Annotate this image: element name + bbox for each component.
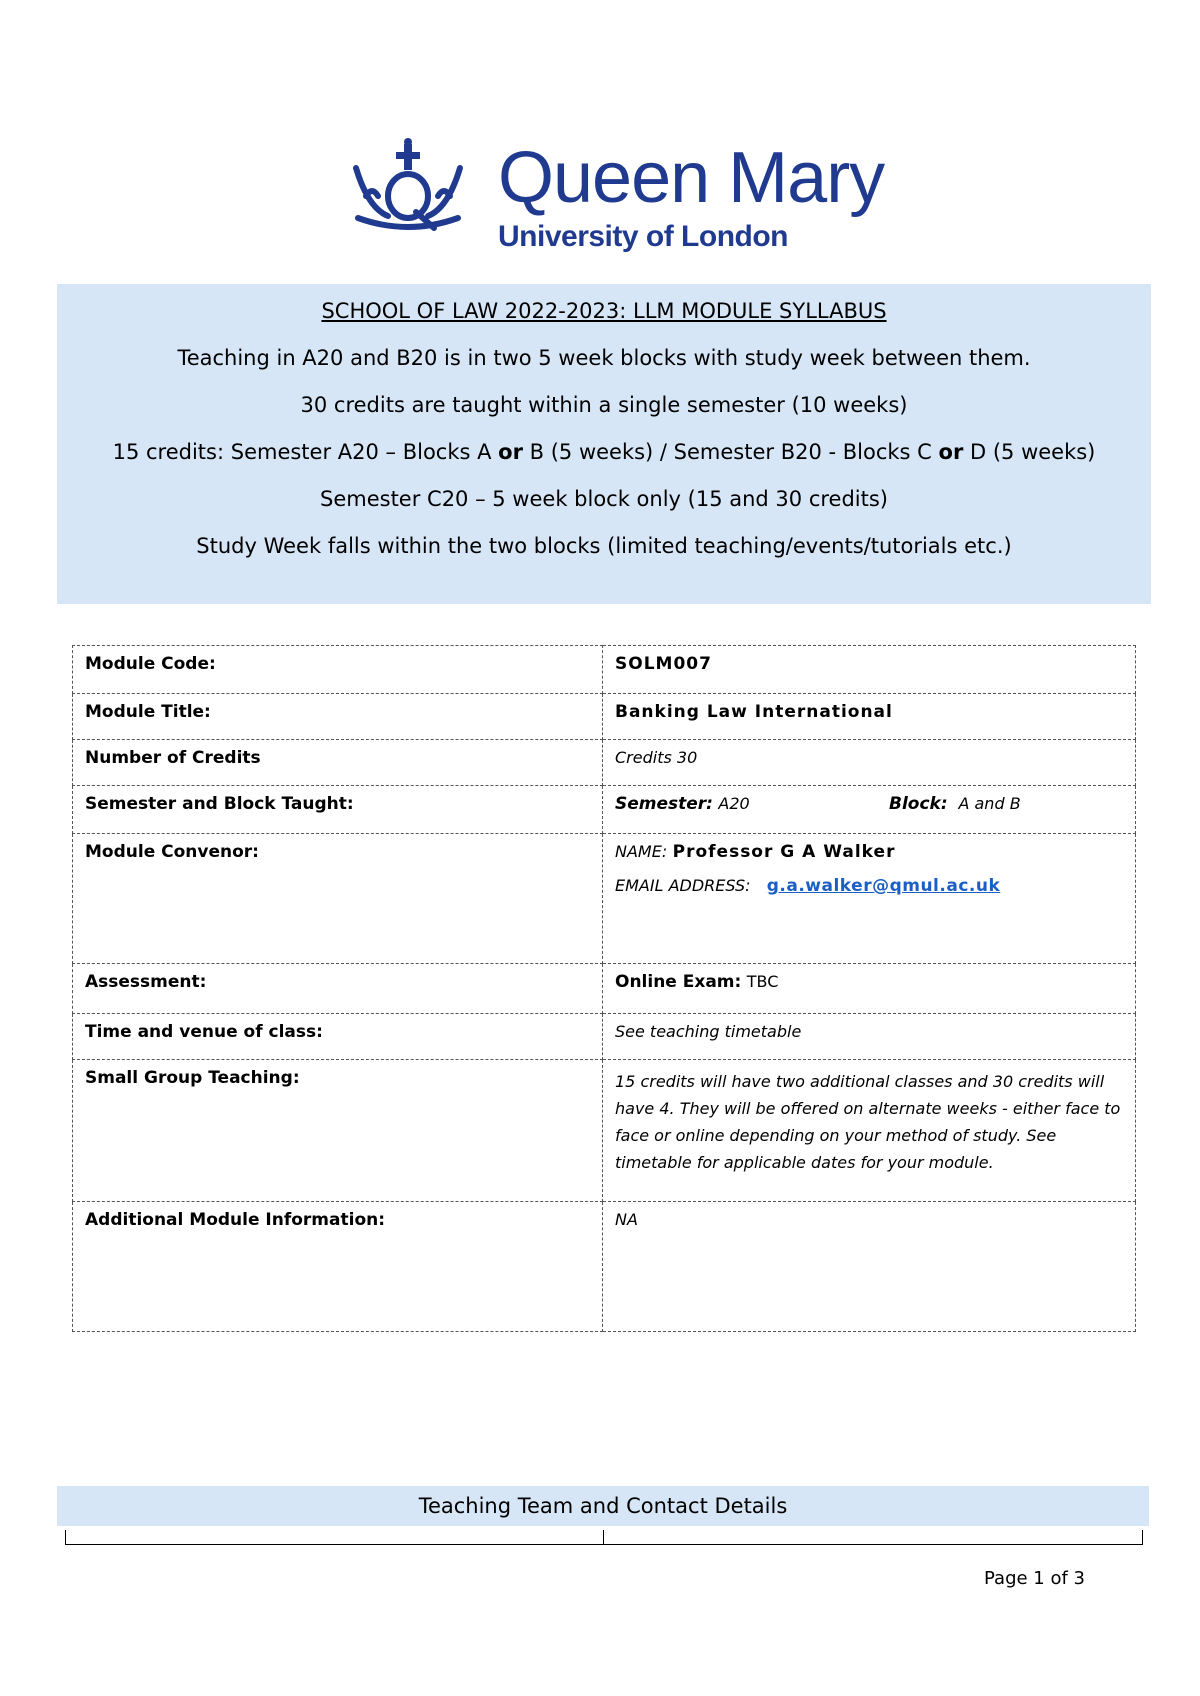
email-key: EMAIL ADDRESS: <box>615 876 751 895</box>
table-row <box>73 834 1136 964</box>
module-code-label: Module Code: <box>73 646 603 694</box>
banner-line-5: Study Week falls within the two blocks (limited teaching/events/tutorials etc.) <box>196 534 1012 558</box>
table-row <box>73 694 1136 740</box>
convenor-email-link[interactable]: g.a.walker@qmul.ac.uk <box>766 876 1001 896</box>
name-key: NAME: <box>615 842 668 861</box>
small-group-value <box>603 1060 1136 1202</box>
teaching-team-heading: Teaching Team and Contact Details <box>57 1486 1149 1526</box>
logo-name: Queen Mary <box>498 138 885 218</box>
assessment-text: TBC <box>746 972 779 991</box>
convenor-label: Module Convenor: <box>73 834 603 964</box>
semester-label: Semester and Block Taught: <box>73 786 603 834</box>
table-divider <box>603 1530 604 1544</box>
convenor-value <box>603 834 1136 964</box>
small-group-text: 15 credits will have two additional classes and 30 credits will have 4. They will be offered on alternate weeks - either face to face or online depending on your method of study. See timetable for applicable dates for your module. <box>615 1072 1121 1172</box>
banner-line-4: Semester C20 – 5 week block only (15 and 30 credits) <box>320 487 888 511</box>
banner-line-2: 30 credits are taught within a single semester (10 weeks) <box>300 393 908 417</box>
teaching-team-table <box>65 1530 1143 1545</box>
additional-info-value <box>603 1202 1136 1332</box>
small-group-label: Small Group Teaching: <box>73 1060 603 1202</box>
university-logo <box>338 122 885 262</box>
banner-or-2: or <box>938 440 964 464</box>
table-row <box>73 786 1136 834</box>
semester-key: Semester: <box>615 794 713 814</box>
banner-line-3 <box>57 429 1151 476</box>
banner-title: SCHOOL OF LAW 2022-2023: LLM MODULE SYLLABUS <box>321 299 887 323</box>
banner-line-3-b: B (5 weeks) / Semester B20 - Blocks C <box>522 440 939 464</box>
module-code-text: SOLM007 <box>615 654 712 674</box>
credits-text: Credits 30 <box>615 748 698 767</box>
block-text: A and B <box>958 794 1021 813</box>
time-venue-label: Time and venue of class: <box>73 1014 603 1060</box>
assessment-label: Assessment: <box>73 964 603 1014</box>
additional-info-label: Additional Module Information: <box>73 1202 603 1332</box>
page-number: Page 1 of 3 <box>984 1568 1085 1589</box>
credits-label: Number of Credits <box>73 740 603 786</box>
table-row <box>73 740 1136 786</box>
table-row <box>73 1202 1136 1332</box>
semester-value <box>603 786 1136 834</box>
banner-line-3-c: D (5 weeks) <box>963 440 1096 464</box>
assessment-key: Online Exam: <box>615 972 742 992</box>
module-info-table <box>72 645 1136 1332</box>
semester-text: A20 <box>718 794 750 813</box>
crown-crest-icon <box>338 138 478 238</box>
time-venue-text: See teaching timetable <box>615 1022 802 1041</box>
module-title-text: Banking Law International <box>615 702 893 722</box>
banner-or-1: or <box>498 440 523 464</box>
module-code-value <box>603 646 1136 694</box>
table-row <box>73 1014 1136 1060</box>
block-key: Block: <box>889 794 948 814</box>
table-row <box>73 646 1136 694</box>
module-title-label: Module Title: <box>73 694 603 740</box>
table-divider <box>1142 1530 1143 1544</box>
logo-subtitle: University of London <box>498 220 788 253</box>
syllabus-banner <box>57 284 1151 604</box>
additional-info-text: NA <box>615 1210 638 1229</box>
table-row <box>73 964 1136 1014</box>
module-title-value <box>603 694 1136 740</box>
table-row <box>73 1060 1136 1202</box>
convenor-name: Professor G A Walker <box>672 842 896 862</box>
banner-line-3-a: 15 credits: Semester A20 – Blocks A <box>112 440 499 464</box>
credits-value <box>603 740 1136 786</box>
time-venue-value <box>603 1014 1136 1060</box>
banner-line-1: Teaching in A20 and B20 is in two 5 week blocks with study week between them. <box>177 346 1031 370</box>
assessment-value <box>603 964 1136 1014</box>
table-divider <box>65 1530 66 1544</box>
